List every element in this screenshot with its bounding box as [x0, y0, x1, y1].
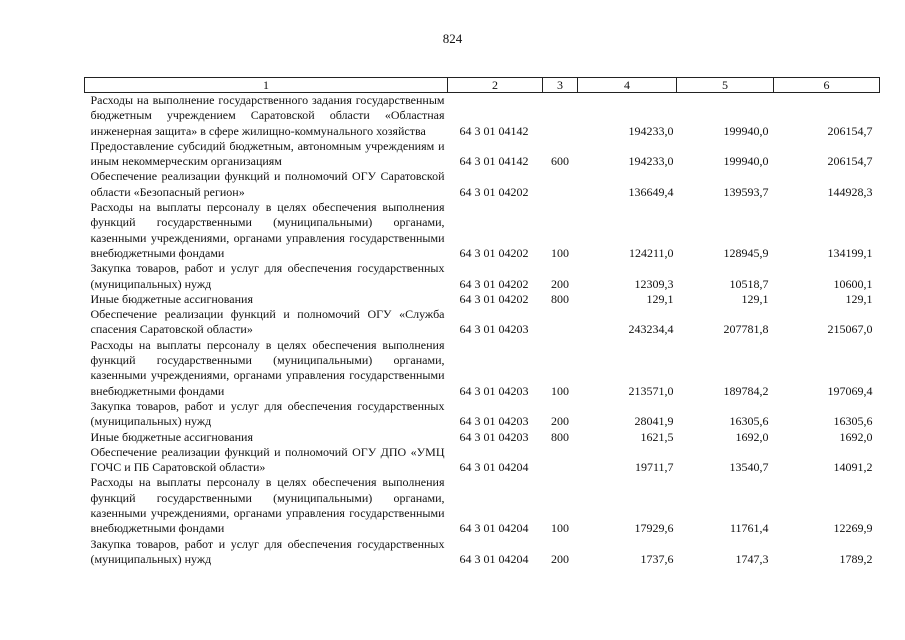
page-number: 824 [442, 31, 463, 46]
row-expense-type [543, 93, 578, 139]
table-row [85, 475, 880, 536]
row-name: Иные бюджетные ассигнования [90, 429, 253, 444]
row-name: Обеспечение реализации функций и полномочий ОГУ Саратовской области «Безопасный регион» [90, 169, 445, 199]
row-value-col5: 13540,7 [729, 460, 769, 475]
row-expense-type [543, 169, 578, 200]
table-header [85, 78, 880, 93]
row-code: 64 3 01 04202 [459, 184, 529, 199]
row-code: 64 3 01 04142 [459, 154, 529, 169]
row-value-col6: 206154,7 [827, 123, 873, 138]
row-name: Иные бюджетные ассигнования [90, 291, 253, 306]
row-value-col5: 1747,3 [735, 551, 769, 566]
table-row [85, 307, 880, 338]
table-row [85, 399, 880, 430]
row-value-col5: 207781,8 [723, 322, 769, 337]
row-expense-type: 800 [551, 291, 569, 306]
row-name: Закупка товаров, работ и услуг для обеспечения государственных (муниципальных) нужд [90, 398, 445, 429]
row-expense-type: 200 [551, 276, 569, 291]
row-value-col5: 1692,0 [735, 429, 769, 444]
row-value-col6: 206154,7 [827, 154, 873, 169]
row-code: 64 3 01 04202 [459, 245, 529, 260]
table-row [85, 430, 880, 445]
row-expense-type: 200 [551, 414, 569, 429]
row-value-col6: 144928,3 [827, 184, 873, 199]
row-expense-type: 100 [551, 521, 569, 536]
row-code: 64 3 01 04203 [459, 322, 529, 337]
row-value-col4: 1737,6 [640, 551, 674, 566]
row-value-col4: 12309,3 [634, 276, 674, 291]
row-value-col5: 11761,4 [729, 521, 769, 536]
row-value-col5: 128945,9 [723, 245, 769, 260]
row-code: 64 3 01 04203 [459, 414, 529, 429]
row-value-col4: 129,1 [646, 291, 674, 306]
row-value-col6: 1789,2 [839, 551, 873, 566]
table-row [85, 200, 880, 261]
table-row [85, 261, 880, 292]
row-code: 64 3 01 04204 [459, 460, 529, 475]
table-row [85, 537, 880, 568]
row-value-col4: 17929,6 [634, 521, 674, 536]
table-row [85, 169, 880, 200]
row-expense-type: 800 [551, 429, 569, 444]
row-value-col5: 189784,2 [723, 383, 769, 398]
table-row [85, 445, 880, 476]
row-value-col4: 19711,7 [634, 460, 674, 475]
row-value-col5: 129,1 [741, 291, 769, 306]
row-code: 64 3 01 04202 [459, 276, 529, 291]
row-value-col4: 28041,9 [634, 414, 674, 429]
row-expense-type: 100 [551, 245, 569, 260]
header-col-5: 5 [677, 78, 774, 93]
row-expense-type [543, 307, 578, 338]
row-name: Расходы на выплаты персоналу в целях обеспечения выполнения функций государственными (муниципальными) органами, казенными учреждениями, органами управления государственными внебюджетными фондами [90, 475, 445, 536]
row-expense-type: 600 [551, 154, 569, 169]
row-code: 64 3 01 04203 [459, 383, 529, 398]
row-name: Расходы на выплаты персоналу в целях обеспечения выполнения функций государственными (муниципальными) органами, казенными учреждениями, органами управления государственными внебюджетными фондами [90, 200, 445, 260]
row-value-col6: 12269,9 [833, 521, 873, 536]
budget-table [84, 77, 880, 567]
row-value-col6: 134199,1 [827, 245, 873, 260]
row-value-col6: 16305,6 [833, 414, 873, 429]
row-value-col5: 139593,7 [723, 184, 769, 199]
row-code: 64 3 01 04203 [459, 429, 529, 444]
table-body [85, 93, 880, 568]
row-value-col6: 197069,4 [827, 383, 873, 398]
row-name: Расходы на выплаты персоналу в целях обеспечения выполнения функций государственными (муниципальными) органами, казенными учреждениями, органами управления государственными внебюджетными фондами [90, 337, 445, 398]
row-value-col4: 243234,4 [628, 322, 674, 337]
row-value-col4: 194233,0 [628, 123, 674, 138]
row-name: Расходы на выполнение государственного задания государственным бюджетным учреждением Саратовской области «Областная инженерная защита» в сфере жилищно-коммунального хозяйства [90, 93, 445, 138]
row-name: Закупка товаров, работ и услуг для обеспечения государственных (муниципальных) нужд [90, 536, 445, 566]
row-value-col4: 213571,0 [628, 383, 674, 398]
row-value-col4: 136649,4 [628, 184, 674, 199]
table-row [85, 93, 880, 139]
row-expense-type [543, 445, 578, 476]
row-name: Предоставление субсидий бюджетным, автономным учреждениям и иным некоммерческим организациям [90, 138, 445, 169]
header-col-4: 4 [578, 78, 677, 93]
row-expense-type: 200 [551, 551, 569, 566]
row-value-col6: 10600,1 [833, 276, 873, 291]
row-value-col5: 199940,0 [723, 123, 769, 138]
row-value-col4: 194233,0 [628, 154, 674, 169]
row-code: 64 3 01 04204 [459, 551, 529, 566]
row-name: Обеспечение реализации функций и полномочий ОГУ «Служба спасения Саратовской области» [90, 307, 445, 337]
header-col-1: 1 [85, 78, 448, 93]
row-name: Обеспечение реализации функций и полномочий ОГУ ДПО «УМЦ ГОЧС и ПБ Саратовской области» [90, 444, 445, 475]
row-value-col6: 215067,0 [827, 322, 873, 337]
table-row [85, 292, 880, 307]
header-row [85, 78, 880, 93]
row-value-col6: 129,1 [845, 291, 873, 306]
row-value-col5: 199940,0 [723, 154, 769, 169]
row-value-col4: 124211,0 [628, 245, 674, 260]
row-value-col4: 1621,5 [640, 429, 674, 444]
header-col-2: 2 [448, 78, 543, 93]
row-value-col5: 10518,7 [729, 276, 769, 291]
row-expense-type: 100 [551, 383, 569, 398]
table-row [85, 139, 880, 170]
row-value-col6: 1692,0 [839, 429, 873, 444]
header-col-3: 3 [543, 78, 578, 93]
table-row [85, 338, 880, 399]
row-value-col5: 16305,6 [729, 414, 769, 429]
row-code: 64 3 01 04142 [459, 123, 529, 138]
row-code: 64 3 01 04202 [459, 291, 529, 306]
row-value-col6: 14091,2 [833, 460, 873, 475]
header-col-6: 6 [774, 78, 880, 93]
row-code: 64 3 01 04204 [459, 521, 529, 536]
row-name: Закупка товаров, работ и услуг для обеспечения государственных (муниципальных) нужд [90, 261, 445, 291]
